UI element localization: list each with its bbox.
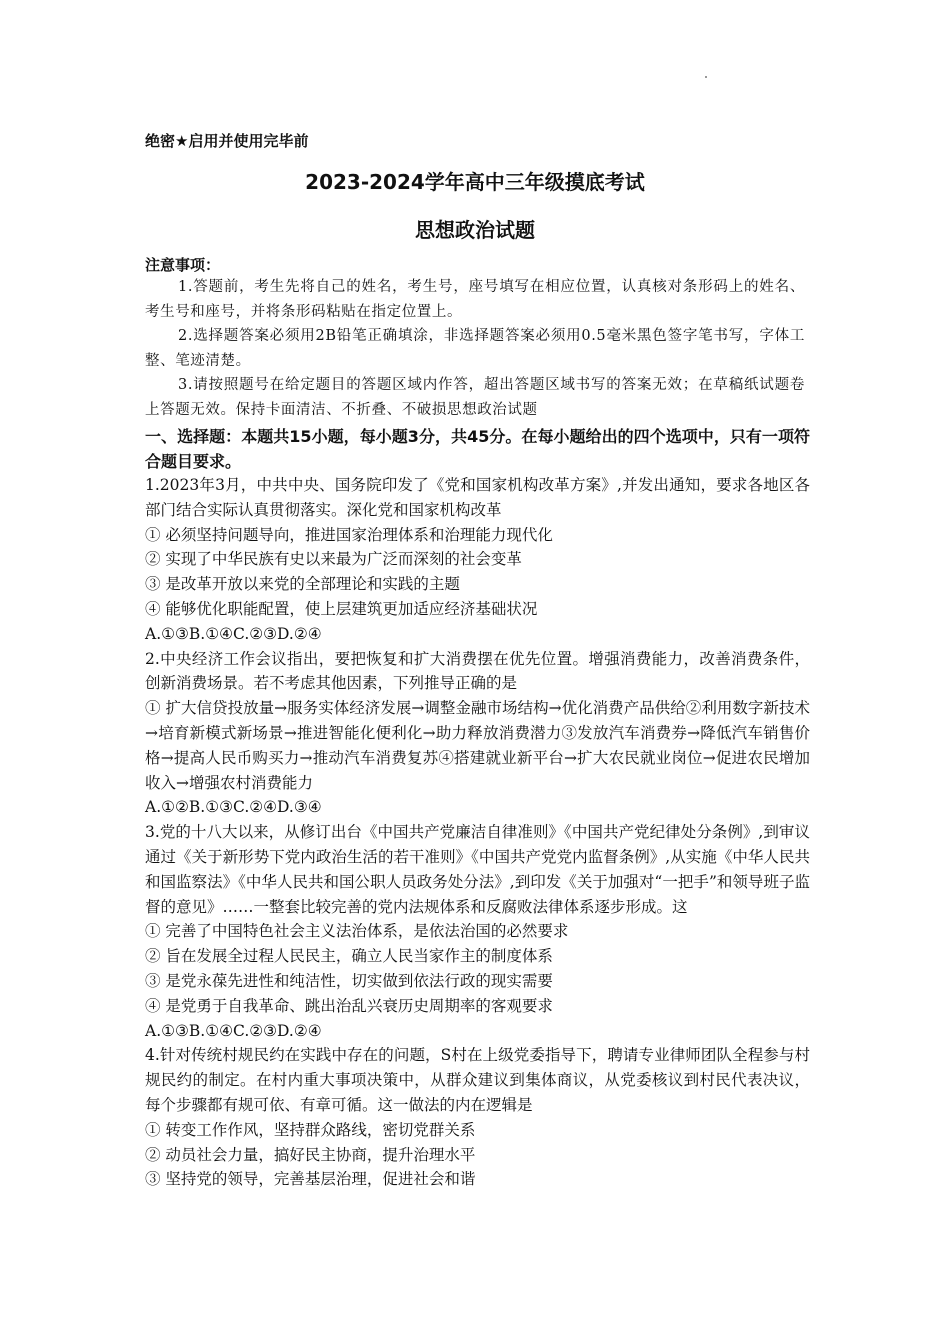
scan-speck xyxy=(705,76,707,78)
question-2-choices: A.①②B.①③C.②④D.③④ xyxy=(145,798,322,817)
notice-item-3: 3.请按照题号在给定题目的答题区域内作答，超出答题区域书写的答案无效；在草稿纸试题卷上答题无效。保持卡面清洁、不折叠、不破损思想政治试题 xyxy=(145,377,805,418)
question-1-option: ① 必须坚持问题导向，推进国家治理体系和治理能力现代化 xyxy=(145,525,553,544)
question-3-stem: 3.党的十八大以来，从修订出台《中国共产党廉洁自律准则》《中国共产党纪律处分条例》,到审议通过《关于新形势下党内政治生活的若干准则》《中国共产党党内监督条例》,从实施《中华人民共和国监察法》《中华人民共和国公职人员政务处分法》,到印发《关于加强对“一把手”和领导班子监督的意见》……一整套比较完善的党内法规体系和反腐败法律体系逐步形成。这 xyxy=(145,823,810,916)
question-3-option: ④ 是党勇于自我革命、跳出治乱兴衰历史周期率的客观要求 xyxy=(145,996,553,1015)
question-2-options: ① 扩大信贷投放量→服务实体经济发展→调整金融市场结构→优化消费产品供给②利用数字新技术→培育新模式新场景→推进智能化便利化→助力释放消费潜力③发放汽车消费券→降低汽车销售价格→提高人民币购买力→推动汽车消费复苏④搭建就业新平台→扩大农民就业岗位→促进农民增加收入→增强农村消费能力 xyxy=(145,699,810,792)
notice-item-1: 1.答题前，考生先将自己的姓名，考生号，座号填写在相应位置，认真核对条形码上的姓名、考生号和座号，并将条形码粘贴在指定位置上。 xyxy=(145,279,805,320)
question-1-option: ③ 是改革开放以来党的全部理论和实践的主题 xyxy=(145,575,460,594)
question-1-option: ② 实现了中华民族有史以来最为广泛而深刻的社会变革 xyxy=(145,550,522,569)
question-4-stem: 4.针对传统村规民约在实践中存在的问题，S村在上级党委指导下，聘请专业律师团队全程参与村规民约的制定。在村内重大事项决策中，从群众建议到集体商议，从党委核议到村民代表决议，每个步骤都有规可依、有章可循。这一做法的内在逻辑是 xyxy=(145,1046,810,1114)
exam-title: 2023-2024学年高中三年级摸底考试 xyxy=(305,170,645,194)
question-3-choices: A.①③B.①④C.②③D.②④ xyxy=(145,1021,322,1040)
notice-item-2: 2.选择题答案必须用2B铅笔正确填涂，非选择题答案必须用0.5毫米黑色签字笔书写，字体工整、笔迹清楚。 xyxy=(145,328,805,369)
question-4-option: ② 动员社会力量，搞好民主协商，提升治理水平 xyxy=(145,1145,476,1164)
question-1-option: ④ 能够优化职能配置，使上层建筑更加适应经济基础状况 xyxy=(145,599,538,618)
section-heading: 一、选择题：本题共15小题，每小题3分，共45分。在每小题给出的四个选项中，只有一项符合题目要求。 xyxy=(145,427,810,471)
subject-title: 思想政治试题 xyxy=(415,218,535,242)
question-4-option: ① 转变工作作风，坚持群众路线，密切党群关系 xyxy=(145,1120,476,1139)
question-3-option: ② 旨在发展全过程人民民主，确立人民当家作主的制度体系 xyxy=(145,947,553,966)
question-3-option: ③ 是党永葆先进性和纯洁性，切实做到依法行政的现实需要 xyxy=(145,971,553,990)
question-1-choices: A.①③B.①④C.②③D.②④ xyxy=(145,624,322,643)
confidential-mark: 绝密★启用并使用完毕前 xyxy=(145,132,309,150)
questions xyxy=(145,473,810,1192)
question-2-stem: 2.中央经济工作会议指出，要把恢复和扩大消费摆在优先位置。增强消费能力，改善消费条件，创新消费场景。若不考虑其他因素，下列推导正确的是 xyxy=(145,649,810,693)
question-3-option: ① 完善了中国特色社会主义法治体系，是依法治国的必然要求 xyxy=(145,922,569,941)
question-1-stem: 1.2023年3月，中共中央、国务院印发了《党和国家机构改革方案》,并发出通知，要求各地区各部门结合实际认真贯彻落实。深化党和国家机构改革 xyxy=(145,476,810,519)
notice-heading: 注意事项： xyxy=(145,256,221,274)
question-4-option: ③ 坚持党的领导，完善基层治理，促进社会和谐 xyxy=(145,1170,476,1189)
